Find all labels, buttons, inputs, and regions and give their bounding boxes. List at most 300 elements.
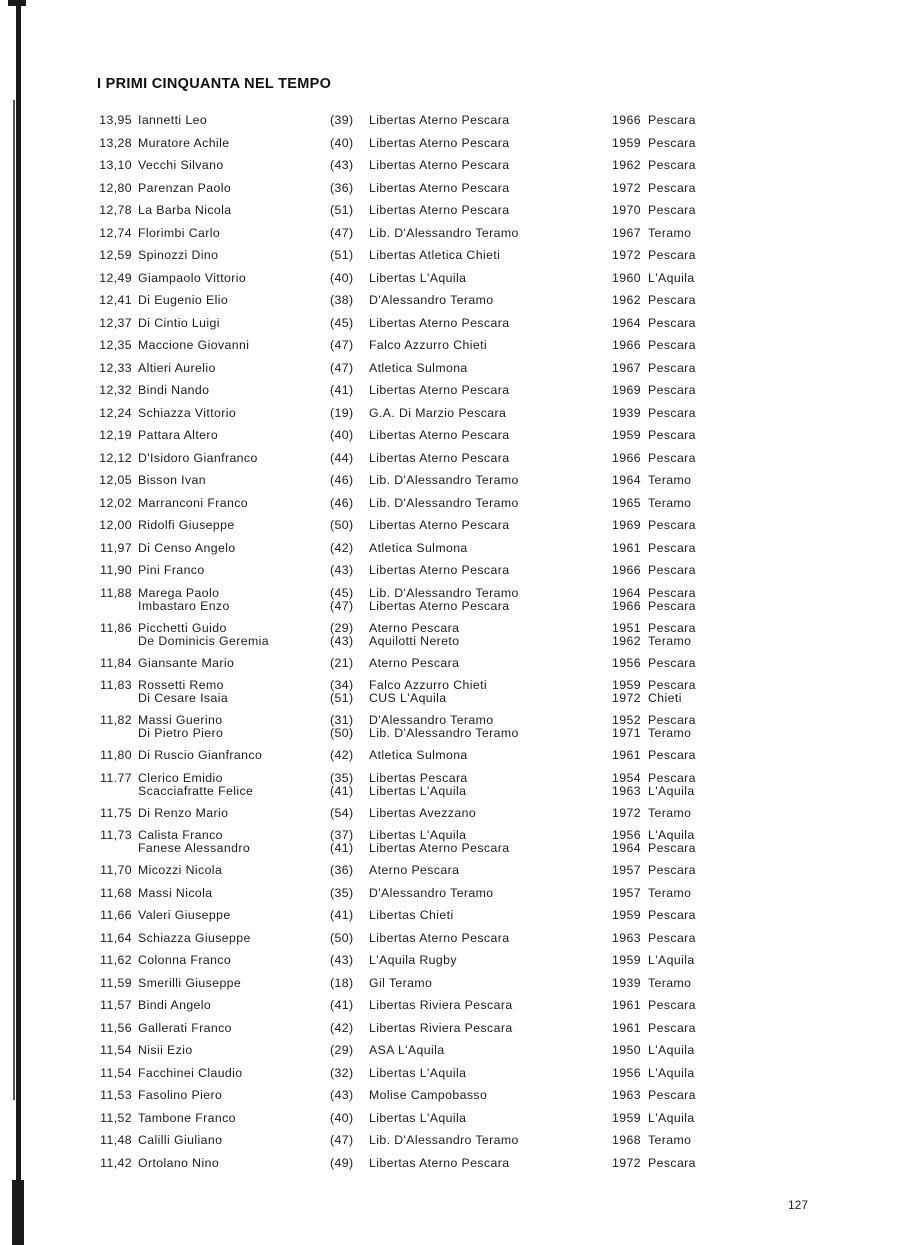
club-name-column: [369, 1134, 519, 1147]
club-name-column: [369, 474, 519, 487]
result-mark: 11,54: [100, 1043, 132, 1057]
athlete-name-column: [138, 977, 241, 990]
athlete-name-column: [138, 1134, 222, 1147]
ranking-row: [0, 247, 900, 270]
record-year: 1972: [612, 248, 641, 262]
venue-city-column: [648, 1067, 695, 1080]
birth-year-column: [330, 452, 353, 465]
athlete-name-column: [138, 452, 258, 465]
venue-city-column: [648, 887, 691, 900]
club-name: Libertas Avezzano: [369, 805, 477, 820]
club-name: Libertas L'Aquila: [369, 1065, 467, 1080]
ranking-row: [0, 292, 900, 315]
venue-city: Pescara: [648, 655, 696, 670]
birth-year-column: [330, 137, 353, 150]
venue-city: Teramo: [648, 1133, 692, 1147]
ranking-row: [0, 270, 900, 293]
birth-year: (29): [330, 620, 354, 635]
venue-city: Pescara: [648, 598, 696, 613]
venue-city: Pescara: [648, 135, 696, 150]
athlete-name-column: [138, 114, 207, 127]
birth-year-column: [330, 1067, 353, 1080]
result-mark: 12,05: [99, 473, 132, 487]
result-mark: 12,02: [99, 495, 132, 510]
birth-year-column: [330, 1089, 353, 1102]
ranking-row: [0, 862, 900, 885]
ranking-row: [0, 1042, 900, 1065]
club-name: Atletica Sulmona: [369, 540, 468, 555]
venue-city-column: [648, 807, 691, 820]
venue-city-column: [648, 294, 696, 307]
birth-year-column: [330, 182, 353, 195]
birth-year: (40): [330, 1110, 354, 1125]
result-mark: 12,12: [99, 450, 132, 465]
birth-year: (41): [330, 841, 354, 855]
result-mark: 12,78: [99, 203, 132, 217]
venue-city-column: [648, 362, 696, 375]
club-name-column: [369, 954, 457, 967]
ranking-list: [0, 112, 900, 1177]
result-mark: 11,62: [100, 953, 132, 967]
athlete-name: Calista Franco: [138, 828, 223, 842]
birth-year: (51): [330, 203, 354, 217]
record-year-column: [612, 429, 641, 442]
club-name-column: [369, 772, 468, 798]
record-year-column: [612, 204, 641, 217]
club-name: Libertas Aterno Pescara: [369, 158, 510, 172]
venue-city: Pescara: [648, 450, 696, 465]
club-name: D'Alessandro Teramo: [369, 293, 494, 307]
club-name: Lib. D'Alessandro Teramo: [369, 726, 519, 740]
athlete-name-column: [138, 564, 205, 577]
ranking-row: [0, 315, 900, 338]
club-name: Lib. D'Alessandro Teramo: [369, 225, 519, 240]
athlete-name-column: [138, 429, 218, 442]
club-name-column: [369, 1044, 445, 1057]
ranking-row: [0, 620, 900, 655]
club-name-column: [369, 749, 468, 762]
athlete-name: Bindi Angelo: [138, 998, 212, 1012]
venue-city-column: [648, 339, 696, 352]
page-title: I PRIMI CINQUANTA NEL TEMPO: [97, 76, 332, 92]
club-name-column: [369, 1067, 466, 1080]
result-mark: 12,37: [99, 315, 132, 330]
athlete-name: Massi Guerino: [138, 713, 223, 727]
ranking-row: [0, 952, 900, 975]
result-mark: 11,52: [100, 1110, 132, 1125]
ranking-row: [0, 157, 900, 180]
birth-year: (49): [330, 1155, 354, 1170]
record-year: 1966: [612, 113, 641, 127]
athlete-name: Bindi Nando: [138, 383, 210, 397]
record-year: 1962: [612, 293, 641, 307]
athlete-name-column: [138, 657, 234, 670]
record-year-column: [612, 182, 641, 195]
record-year-column: [612, 497, 641, 510]
athlete-name: Tambone Franco: [138, 1110, 236, 1125]
club-name-column: [369, 294, 494, 307]
record-year: 1963: [612, 930, 641, 945]
birth-year-column: [330, 622, 353, 648]
record-year: 1959: [612, 428, 641, 442]
club-name-column: [369, 227, 519, 240]
ranking-row: [0, 885, 900, 908]
record-year-column: [612, 954, 641, 967]
record-year: 1970: [612, 203, 641, 217]
birth-year: (18): [330, 975, 354, 990]
athlete-name-column: [138, 159, 224, 172]
venue-city: Pescara: [648, 908, 696, 922]
record-year-column: [612, 339, 641, 352]
venue-city: Pescara: [648, 713, 696, 727]
record-year-column: [612, 1022, 641, 1035]
birth-year: (50): [330, 930, 354, 945]
birth-year-column: [330, 1112, 353, 1125]
club-name-column: [369, 137, 509, 150]
venue-city-column: [648, 1022, 696, 1035]
club-name-column: [369, 909, 454, 922]
athlete-name-column: [138, 679, 228, 705]
athlete-name: Massi Nicola: [138, 885, 213, 900]
result-mark: 11,66: [100, 908, 132, 922]
record-year-column: [612, 932, 641, 945]
athlete-name: Clerico Emidio: [138, 770, 223, 785]
venue-city: Pescara: [648, 1155, 696, 1170]
result-mark: 13,10: [99, 158, 132, 172]
club-name: Libertas L'Aquila: [369, 783, 467, 798]
ranking-row: [0, 1132, 900, 1155]
athlete-name-column: [138, 622, 269, 648]
record-year: 1972: [612, 1155, 641, 1170]
club-name: Libertas Aterno Pescara: [369, 428, 510, 442]
ranking-row: [0, 805, 900, 828]
venue-city-column: [648, 317, 696, 330]
club-name: Libertas Aterno Pescara: [369, 315, 510, 330]
venue-city: Pescara: [648, 863, 696, 877]
venue-city-column: [648, 227, 691, 240]
venue-city: Teramo: [648, 495, 692, 510]
birth-year: (34): [330, 678, 354, 692]
record-year: 1959: [612, 135, 641, 150]
result-mark: 11,86: [100, 620, 132, 635]
birth-year-column: [330, 114, 353, 127]
athlete-name: Gallerati Franco: [138, 1020, 232, 1035]
club-name: Libertas Aterno Pescara: [369, 135, 510, 150]
club-name: D'Alessandro Teramo: [369, 713, 494, 727]
athlete-name: Di Ruscio Gianfranco: [138, 748, 263, 762]
record-year-column: [612, 452, 641, 465]
birth-year: (43): [330, 633, 354, 648]
athlete-name: Calilli Giuliano: [138, 1133, 223, 1147]
ranking-row: [0, 562, 900, 585]
birth-year-column: [330, 204, 353, 217]
club-name-column: [369, 497, 519, 510]
athlete-name: Pattara Altero: [138, 428, 219, 442]
ranking-row: [0, 677, 900, 712]
club-name: Libertas Aterno Pescara: [369, 930, 510, 945]
club-name: Atletica Sulmona: [369, 360, 468, 375]
club-name: Libertas Aterno Pescara: [369, 203, 510, 217]
record-year-column: [612, 384, 641, 397]
club-name-column: [369, 1022, 513, 1035]
athlete-name-column: [138, 519, 235, 532]
club-name: Aquilotti Nereto: [369, 633, 460, 648]
venue-city-column: [648, 657, 696, 670]
venue-city-column: [648, 749, 696, 762]
ranking-row: [0, 655, 900, 678]
birth-year: (44): [330, 450, 354, 465]
birth-year-column: [330, 339, 353, 352]
birth-year-column: [330, 807, 353, 820]
athlete-name: Di Cintio Luigi: [138, 315, 220, 330]
ranking-row: [0, 1020, 900, 1043]
venue-city-column: [648, 564, 696, 577]
ranking-row: [0, 997, 900, 1020]
venue-city-column: [648, 977, 691, 990]
birth-year: (36): [330, 863, 354, 877]
athlete-name: Parenzan Paolo: [138, 180, 232, 195]
result-mark: 12,41: [99, 293, 132, 307]
club-name-column: [369, 829, 509, 855]
athlete-name-column: [138, 339, 249, 352]
record-year: 1964: [612, 315, 641, 330]
venue-city-column: [648, 249, 696, 262]
record-year-column: [612, 519, 641, 532]
record-year-column: [612, 1089, 641, 1102]
record-year-column: [612, 227, 641, 240]
birth-year-column: [330, 932, 353, 945]
venue-city: Pescara: [648, 248, 696, 262]
club-name: ASA L'Aquila: [369, 1043, 445, 1057]
birth-year: (41): [330, 783, 354, 798]
venue-city: Pescara: [648, 360, 696, 375]
venue-city-column: [648, 384, 696, 397]
venue-city: Pescara: [648, 998, 696, 1012]
venue-city: L'Aquila: [648, 828, 695, 842]
record-year: 1952: [612, 713, 641, 727]
venue-city: Pescara: [648, 1020, 696, 1035]
athlete-name: Di Cesare Isaia: [138, 691, 229, 705]
record-year-column: [612, 159, 641, 172]
venue-city: Pescara: [648, 338, 696, 352]
result-mark: 11,80: [100, 748, 132, 762]
record-year: 1971: [612, 726, 641, 740]
birth-year-column: [330, 249, 353, 262]
club-name: Lib. D'Alessandro Teramo: [369, 473, 519, 487]
birth-year: (45): [330, 585, 354, 600]
venue-city: L'Aquila: [648, 783, 695, 798]
venue-city: Pescara: [648, 405, 696, 420]
record-year: 1961: [612, 1020, 641, 1035]
club-name: Lib. D'Alessandro Teramo: [369, 585, 519, 600]
club-name: G.A. Di Marzio Pescara: [369, 405, 507, 420]
venue-city-column: [648, 772, 696, 798]
birth-year-column: [330, 587, 353, 613]
club-name-column: [369, 114, 509, 127]
club-name-column: [369, 407, 506, 420]
athlete-name-column: [138, 1157, 219, 1170]
athlete-name: Spinozzi Dino: [138, 248, 219, 262]
result-mark: 11,84: [100, 655, 132, 670]
birth-year-column: [330, 829, 353, 855]
venue-city-column: [648, 474, 691, 487]
ranking-row: [0, 135, 900, 158]
birth-year: (43): [330, 563, 354, 577]
club-name: Libertas Aterno Pescara: [369, 841, 510, 855]
club-name: Aterno Pescara: [369, 620, 460, 635]
venue-city: L'Aquila: [648, 953, 695, 967]
record-year-column: [612, 587, 641, 613]
record-year-column: [612, 474, 641, 487]
record-year: 1959: [612, 908, 641, 922]
record-year-column: [612, 137, 641, 150]
result-mark: 12,49: [99, 270, 132, 285]
venue-city-column: [648, 159, 696, 172]
venue-city: Pescara: [648, 203, 696, 217]
record-year: 1956: [612, 655, 641, 670]
birth-year-column: [330, 519, 353, 532]
birth-year: (32): [330, 1065, 354, 1080]
venue-city: Teramo: [648, 726, 692, 740]
club-name: Aterno Pescara: [369, 655, 460, 670]
athlete-name-column: [138, 714, 223, 740]
athlete-name-column: [138, 807, 228, 820]
venue-city-column: [648, 909, 696, 922]
birth-year-column: [330, 864, 353, 877]
birth-year-column: [330, 429, 353, 442]
club-name-column: [369, 317, 509, 330]
birth-year: (42): [330, 1020, 354, 1035]
binding-edge-bottom: [12, 1180, 24, 1245]
record-year: 1959: [612, 678, 641, 692]
result-mark: 11,57: [100, 998, 132, 1012]
venue-city-column: [648, 182, 696, 195]
athlete-name: Fanese Alessandro: [138, 841, 251, 855]
club-name: Lib. D'Alessandro Teramo: [369, 1133, 519, 1147]
ranking-row: [0, 540, 900, 563]
club-name-column: [369, 1112, 466, 1125]
club-name: Libertas Riviera Pescara: [369, 1020, 513, 1035]
birth-year-column: [330, 362, 353, 375]
record-year: 1956: [612, 1065, 641, 1080]
athlete-name-column: [138, 294, 228, 307]
venue-city: Pescara: [648, 518, 696, 532]
birth-year: (42): [330, 540, 354, 555]
birth-year: (51): [330, 691, 354, 705]
result-mark: 11,82: [100, 713, 132, 727]
venue-city: Pescara: [648, 158, 696, 172]
venue-city-column: [648, 679, 696, 705]
record-year-column: [612, 657, 641, 670]
result-mark: 13,95: [99, 113, 132, 127]
record-year: 1951: [612, 620, 641, 635]
venue-city-column: [648, 954, 695, 967]
venue-city-column: [648, 137, 696, 150]
record-year: 1961: [612, 998, 641, 1012]
birth-year: (46): [330, 473, 354, 487]
athlete-name: Ortolano Nino: [138, 1155, 220, 1170]
result-mark: 12,80: [99, 180, 132, 195]
athlete-name: Marranconi Franco: [138, 495, 248, 510]
birth-year: (47): [330, 338, 354, 352]
birth-year: (41): [330, 383, 354, 397]
birth-year: (21): [330, 655, 354, 670]
record-year: 1960: [612, 270, 641, 285]
birth-year: (37): [330, 828, 354, 842]
birth-year: (47): [330, 225, 354, 240]
club-name-column: [369, 362, 468, 375]
result-mark: 11,64: [100, 930, 132, 945]
ranking-row: [0, 202, 900, 225]
venue-city-column: [648, 272, 695, 285]
club-name-column: [369, 679, 487, 705]
athlete-name: Valeri Giuseppe: [138, 908, 231, 922]
club-name-column: [369, 452, 509, 465]
venue-city-column: [648, 114, 696, 127]
venue-city: L'Aquila: [648, 1043, 695, 1057]
record-year-column: [612, 679, 641, 705]
record-year-column: [612, 1067, 641, 1080]
athlete-name-column: [138, 474, 206, 487]
result-mark: 11,42: [100, 1155, 132, 1170]
club-name-column: [369, 384, 509, 397]
athlete-name: Bisson Ivan: [138, 473, 206, 487]
birth-year: (43): [330, 1088, 354, 1102]
club-name: Libertas L'Aquila: [369, 270, 467, 285]
venue-city: Pescara: [648, 540, 696, 555]
athlete-name: Ridolfi Giuseppe: [138, 518, 235, 532]
athlete-name: Rossetti Remo: [138, 678, 224, 692]
venue-city: Pescara: [648, 180, 696, 195]
birth-year: (47): [330, 360, 354, 375]
ranking-row: [0, 975, 900, 998]
birth-year-column: [330, 657, 353, 670]
record-year-column: [612, 772, 641, 798]
venue-city-column: [648, 407, 696, 420]
birth-year: (40): [330, 135, 354, 150]
record-year-column: [612, 807, 641, 820]
club-name-column: [369, 204, 509, 217]
record-year: 1954: [612, 770, 641, 785]
club-name: Libertas L'Aquila: [369, 1110, 467, 1125]
ranking-row: [0, 180, 900, 203]
club-name: Gil Teramo: [369, 975, 433, 990]
record-year: 1957: [612, 863, 641, 877]
page-number: 127: [788, 1198, 809, 1212]
venue-city-column: [648, 542, 696, 555]
venue-city: Pescara: [648, 563, 696, 577]
venue-city-column: [648, 1134, 691, 1147]
club-name-column: [369, 429, 509, 442]
athlete-name: Fasolino Piero: [138, 1088, 223, 1102]
result-mark: 13,28: [99, 135, 132, 150]
venue-city: Teramo: [648, 805, 692, 820]
record-year-column: [612, 1112, 641, 1125]
venue-city-column: [648, 497, 691, 510]
record-year: 1961: [612, 540, 641, 555]
athlete-name: Scacciafratte Felice: [138, 783, 254, 798]
record-year: 1972: [612, 180, 641, 195]
birth-year: (35): [330, 885, 354, 900]
birth-year: (38): [330, 293, 354, 307]
club-name: Libertas Aterno Pescara: [369, 518, 510, 532]
record-year: 1966: [612, 450, 641, 465]
club-name: CUS L'Aquila: [369, 691, 447, 705]
record-year: 1959: [612, 953, 641, 967]
record-year-column: [612, 714, 641, 740]
venue-city-column: [648, 932, 696, 945]
record-year-column: [612, 114, 641, 127]
